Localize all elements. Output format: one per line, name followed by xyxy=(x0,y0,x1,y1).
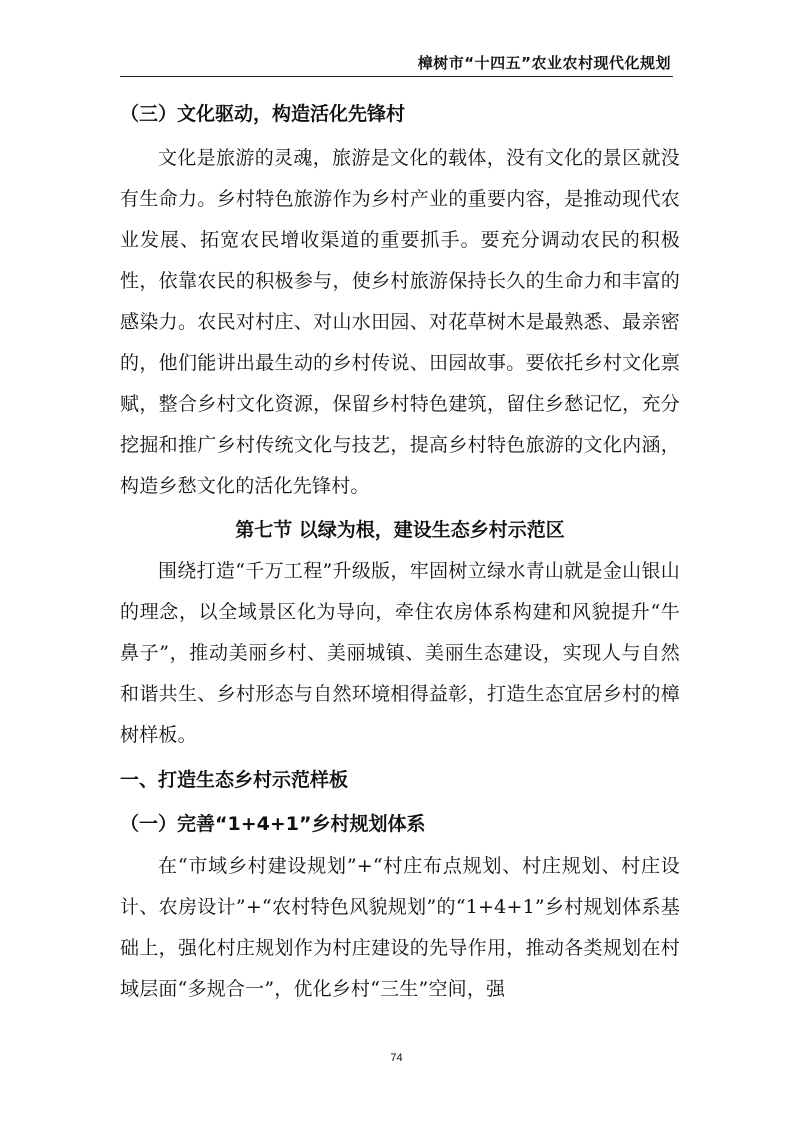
header-title: 樟树市“十四五”农业农村现代化规划 xyxy=(417,54,671,72)
header-divider xyxy=(120,76,673,77)
paragraph-planning: 在“市域乡村建设规划”+“村庄布点规划、村庄规划、村庄设计、农房设计”+“农村特色风貌规划”的“1+4+1”乡村规划体系基础上，强化村庄规划作为村庄建设的先导作用，推动各类规划在村域层面“多规合一”，优化乡村“三生”空间，强 xyxy=(120,855,680,1000)
page-number: 74 xyxy=(390,1052,403,1064)
subsection-heading-planning: （一）完善“1+4+1”乡村规划体系 xyxy=(120,813,426,835)
heading-ecological-village: 一、打造生态乡村示范样板 xyxy=(120,769,349,791)
section-heading-ecology: 第七节 以绿为根，建设生态乡村示范区 xyxy=(235,519,565,541)
page-content xyxy=(120,90,680,1010)
subsection-heading-culture: （三）文化驱动，构造活化先锋村 xyxy=(120,103,406,125)
paragraph-culture: 文化是旅游的灵魂，旅游是文化的载体，没有文化的景区就没有生命力。乡村特色旅游作为乡村产业的重要内容，是推动现代农业发展、拓宽农民增收渠道的重要抓手。要充分调动农民的积极性，依靠农民的积极参与，使乡村旅游保持长久的生命力和丰富的感染力。农民对村庄、对山水田园、对花草树木是最熟悉、最亲密的，他们能讲出最生动的乡村传说、田园故事。要依托乡村文化禀赋，整合乡村文化资源，保留乡村特色建筑，留住乡愁记忆，充分挖掘和推广乡村传统文化与技艺，提高乡村特色旅游的文化内涵，构造乡愁文化的活化先锋村。 xyxy=(120,147,680,497)
paragraph-ecology: 围绕打造“千万工程”升级版，牢固树立绿水青山就是金山银山的理念，以全域景区化为导向，牵住农房体系构建和风貌提升“牛鼻子”，推动美丽乡村、美丽城镇、美丽生态建设，实现人与自然和谐共生、乡村形态与自然环境相得益彰，打造生态宜居乡村的樟树样板。 xyxy=(120,560,680,746)
